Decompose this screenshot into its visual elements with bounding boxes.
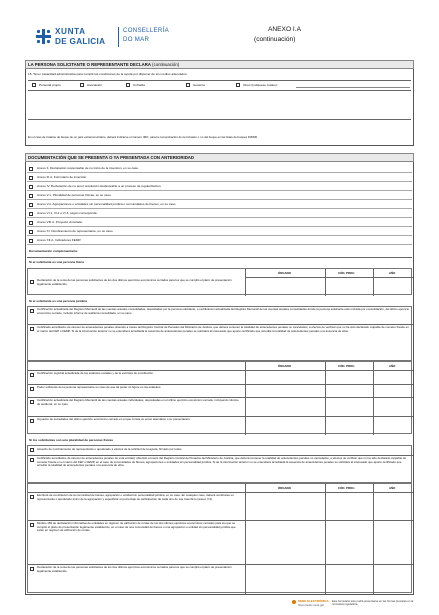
juridica-item-checkbox[interactable] [30, 309, 34, 313]
annex-label: Anexo XI. Nombramiento de representante, en su caso. [37, 229, 114, 233]
otros-text-field[interactable] [296, 82, 410, 88]
annex-checkbox[interactable] [29, 176, 33, 180]
logo-xunta: XUNTA [55, 27, 86, 36]
documentation-section-title: DOCUMENTACIÓN QUE SE PRESENTA O YA PRESENTADA CON ANTERIORIDAD [28, 154, 194, 160]
logo-divider [118, 27, 119, 47]
declares-section-title: LA PERSONA SOLICITANTE O REPRESENTANTE DECLARA (continuación) [28, 61, 180, 67]
option-gestoria-checkbox[interactable] [186, 83, 190, 87]
option-gestoria-label: Gestoría [193, 82, 205, 87]
item-15-text: 15. Tener capacidad administrativa para cumplir las condiciones de la ayuda por disponer de los medios adecuados: [28, 72, 188, 76]
col-ano: AÑO [389, 364, 396, 368]
juridica-item-checkbox[interactable] [30, 327, 34, 331]
annex-label: Anexo V.1. Pluralidad de personas físicas, en su caso. [37, 193, 112, 197]
annex-row [27, 227, 412, 236]
juridica-item-text: Certificado acreditativo de carecer de antecedentes penales obtenido a través del Registro Central de Penados del Ministerio de Justicia, que deberá contener la totalidad de antecedentes penales no cancelados, a efectos de verificar que no ha sido declarado culpable de cometer fraude en el marco del FEP o FEMP. Si de la información anterior no se entendiera acreditada la ausencia de antecedentes penales se solicitará al interesado que aporte certificado que acredite la totalidad de antecedentes penales o la ausencia de ellos. [37, 325, 409, 333]
plural-item-text: Certificado acreditativo de carecer de antecedentes penales de esta entidad, obtenido a través del Registro Central de Penados del Ministerio de Justicia, que deberá contener la totalidad de antecedentes penales no cancelados, a efectos de verificar que no ha sido declarado culpable de cometer fraude en el marco del FEP o FEMP, en el caso de comunidades de bienes, agrupaciones o entidades sin personalidad jurídica. Si de la información anterior no se entendiera acreditada la ausencia de antecedentes penales se solicitará al interesado que aporte certificado que acredite la totalidad de antecedentes penales o la ausencia de ellos. [37, 456, 406, 468]
col-ano: AÑO [389, 486, 396, 490]
col-divider [245, 362, 246, 435]
juridica-table-checkbox[interactable] [30, 387, 34, 391]
juridica-table-checkbox[interactable] [30, 373, 34, 377]
sede-logo-icon [292, 600, 296, 604]
option-personal-propio-checkbox[interactable] [32, 83, 36, 87]
xunta-logo [36, 25, 126, 49]
fisica-cod-field[interactable] [326, 278, 372, 295]
col-divider [245, 484, 246, 594]
plural-item-checkbox[interactable] [30, 458, 34, 462]
col-cod-proc: CÓD. PROC. [338, 364, 356, 368]
juridica-item-text: Certificación actualizada del Registro Mercantil de las cuentas anuales consolidadas, depositadas por la persona solicitante, o certificación actualizada del Registro Mercantil de las cuentas anuales consolidadas donde la persona solicitante esté incluida por consolidación, del último ejercicio económico cerrado, incluido informe de auditoría consolidada, en su caso. [37, 307, 410, 315]
annex-label: Anexo II. Declaración responsable de no inicio de la inversión, en su caso. [37, 166, 139, 170]
annex-label: Anexo XII.A. Indicadores FEMP. [37, 238, 81, 242]
col-organo: ÓRGANO [278, 364, 292, 368]
annex-row [27, 191, 412, 200]
option-otros-label: Otros (indíquese cuáles): [243, 82, 278, 87]
plural-list [27, 445, 412, 483]
fisica-item-checkbox[interactable] [30, 280, 34, 284]
annex-row [27, 209, 412, 218]
annex-row [27, 236, 412, 245]
juridica-subtitle: Si el solicitante es una persona jurídica [29, 299, 87, 303]
divider [27, 257, 412, 258]
consejeria-dept: DO MAR [123, 36, 150, 43]
fisica-organo-field[interactable] [246, 278, 324, 295]
option-cofradia-checkbox[interactable] [126, 83, 130, 87]
col-cod-proc: CÓD. PROC. [338, 486, 356, 490]
options-row-top [28, 80, 411, 81]
annex-label: Anexo VIII.A. Proyecto vinculado. [37, 220, 83, 224]
option-cofradia-label: Cofradía [133, 82, 145, 87]
xunta-cross-icon [36, 29, 51, 44]
plural-table-text: Declaración de la renta de las personas solicitantes de los dos últimos ejercicios económicos cerrados para los que se cumplió el plazo de presentación legalmente establecido. [37, 565, 232, 573]
option-asociacion-label: Asociación [87, 82, 102, 87]
consejeria-name: CONSELLERÍA [123, 27, 169, 34]
annex-checkbox[interactable] [29, 221, 33, 225]
annex-row [27, 182, 412, 191]
annex-row [27, 173, 412, 182]
footer-brand: SEDE ELECTRÓNICA [298, 599, 329, 603]
juridica-table-text: Certificación registral actualizada de los estatutos sociales y de la escritura de constitución. [37, 371, 154, 375]
annex-title: ANEXO I.A [268, 26, 301, 33]
option-asociacion-checkbox[interactable] [80, 83, 84, 87]
option-personal-propio-label: Personal propio [39, 82, 61, 87]
fisica-subtitle: Si el solicitante es una persona física [29, 260, 84, 264]
footer-url[interactable]: https://sede.xunta.gal [298, 604, 324, 607]
footer [292, 599, 422, 611]
plural-table-checkbox[interactable] [30, 567, 34, 571]
complementary-label: Documentación complementaria: [29, 249, 78, 253]
fisica-table [27, 268, 412, 295]
annex-label: Anexo IV. Declaración de no tener resolución desfavorable a un proceso de regularización. [37, 184, 162, 188]
plural-table [27, 483, 412, 593]
logo-de-galicia: DE GALICIA [55, 37, 106, 46]
juridica-table-text: Impuesto de sociedades del último ejercicio económico cerrado en el que conste su envío telemático o su presentación. [37, 417, 191, 421]
col-divider [373, 362, 374, 435]
plural-table-checkbox[interactable] [30, 495, 34, 499]
col-organo: ÓRGANO [278, 271, 292, 275]
col-organo: ÓRGANO [278, 486, 292, 490]
juridica-list [27, 306, 412, 361]
juridica-table [27, 361, 412, 434]
plural-subtitle: Si los solicitantes son una pluralidad de personas físicas [29, 438, 114, 442]
annex-row [27, 164, 412, 173]
annex-checkbox[interactable] [29, 185, 33, 189]
juridica-table-text: Certificación actualizada del Registro Mercantil de las cuentas anuales individuales, depositadas en el último ejercicio económico cerrado, incluyendo informe de auditoría, en su caso. [37, 398, 239, 406]
col-divider [325, 362, 326, 435]
annex-row [27, 200, 412, 209]
annex-label: Anexo III.A. Formulario de inversión. [37, 175, 88, 179]
juridica-table-checkbox[interactable] [30, 419, 34, 423]
plural-table-checkbox[interactable] [30, 523, 34, 527]
plural-table-text: Modelo 184 de declaración informativa de entidades en régimen de atribución de rentas de los dos últimos ejercicios económicos cerrados para los que se cumplió el plazo de presentación legalmente establecido, en el caso de una comunidad de bienes o una agrupación o entidad sin personalidad jurídica que estén en régimen de atribución de rentas. [37, 521, 236, 533]
annex-checkbox[interactable] [29, 203, 33, 207]
annex-label: Anexo V.2. Agrupaciones o entidades sin personalidad jurídica o comunidades de bienes, en su caso. [37, 202, 177, 206]
fisica-ano-field[interactable] [374, 278, 412, 295]
juridica-table-checkbox[interactable] [30, 400, 34, 404]
col-divider [325, 484, 326, 594]
annex-checkbox[interactable] [29, 212, 33, 216]
annex-checkbox[interactable] [29, 194, 33, 198]
col-divider [373, 484, 374, 594]
section1-inner-line [28, 119, 411, 120]
annex-subtitle: (continuación) [254, 36, 296, 43]
plural-item-text: Acuerdo de nombramiento de representante o apoderado a efectos de la solicitud de la ayuda, firmado por todos. [37, 446, 183, 451]
col-ano: AÑO [389, 271, 396, 275]
annex-checkbox[interactable] [29, 239, 33, 243]
plural-table-text: Escritura de constitución de la comunidad de bienes, agrupación o entidad sin personalidad jurídica, en su caso. En cualquier caso, deberá nombrarse un representante o apoderado único de la agrupación y especificar el porcentaje de participación de cada uno de sus miembros (anexo V.2). [37, 493, 234, 501]
juridica-table-text: Poder suficiente de la persona representante en caso de que tal poder no figure en los estatutos. [37, 385, 162, 389]
footer-text: Este formulario solo podrá presentarse en las formas previstas en la normativa reguladora [332, 599, 414, 606]
annex-checkbox[interactable] [29, 167, 33, 171]
plural-item-checkbox[interactable] [30, 448, 34, 452]
options-row-bottom [28, 90, 411, 91]
col-cod-proc: CÓD. PROC. [338, 271, 356, 275]
fisica-item-text: Declaración de la renta de las personas solicitantes de los dos últimos ejercicios económicos cerrados para los que se cumplió el plazo de presentación legalmente establecido. [37, 278, 232, 286]
annex-row [27, 218, 412, 227]
annex-checkbox[interactable] [29, 230, 33, 234]
option-otros-checkbox[interactable] [236, 83, 240, 87]
imo-footnote: En el caso de tratarse de buque de un país extracomunitario, deberá indicarse el número IMO, para la comprobación de la inclusión o no del buque en las listas de buques INDNR. [28, 135, 258, 139]
annex-label: Anexo VI.1, VI.2 o VI.3, según corresponda. [37, 211, 98, 215]
